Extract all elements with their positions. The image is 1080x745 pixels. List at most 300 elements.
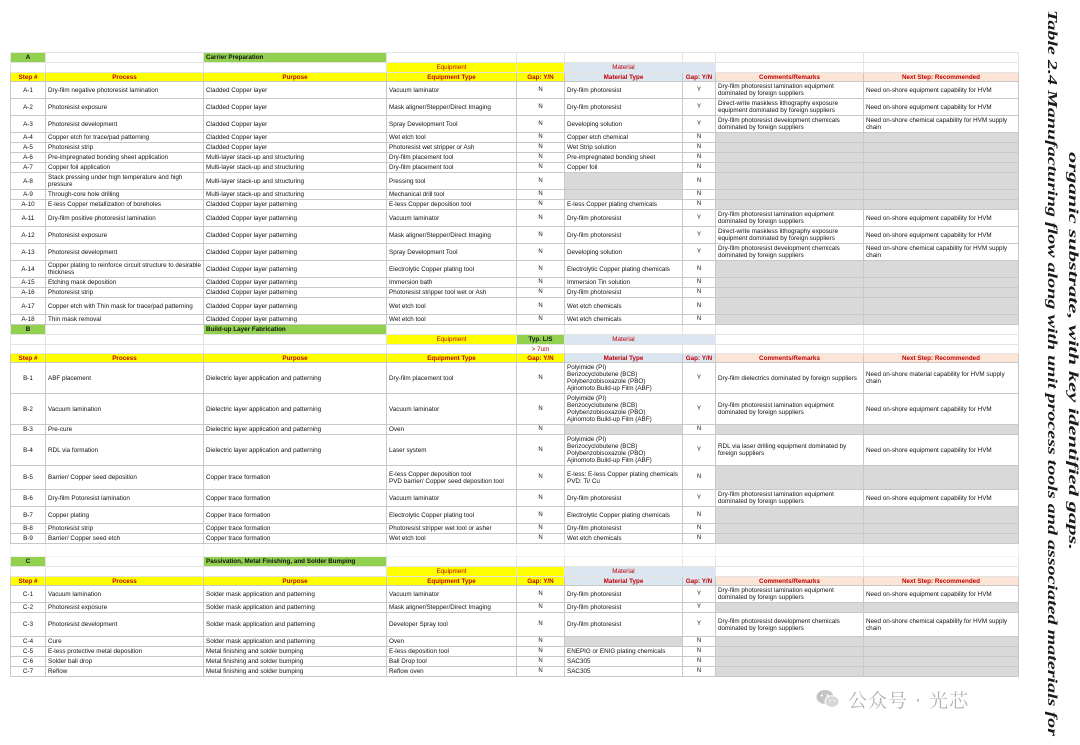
process-cell: Photoresist exposure (46, 227, 204, 244)
equipment-gap-cell: N (517, 657, 565, 667)
comment-cell (716, 507, 864, 524)
equipment-cell: Wet etch tool (387, 315, 517, 325)
next-step-cell (864, 637, 1019, 647)
step-cell: A-8 (11, 173, 46, 190)
material-gap-cell: N (683, 278, 716, 288)
equipment-gap-cell: N (517, 244, 565, 261)
table-row (11, 394, 1019, 425)
purpose-cell: Dielectric layer application and patterning (204, 363, 387, 394)
equipment-gap-cell: N (517, 507, 565, 524)
table-row (11, 298, 1019, 315)
watermark (816, 682, 1026, 716)
purpose-cell: Cladded Copper layer patterning (204, 315, 387, 325)
spacer-cell (864, 335, 1019, 345)
material-gap-cell: N (683, 667, 716, 677)
spacer-cell (204, 567, 387, 577)
material-gap-cell: Y (683, 116, 716, 133)
spacer-cell (387, 544, 517, 557)
equipment-cell: Dry-film placement tool (387, 153, 517, 163)
step-cell: A-13 (11, 244, 46, 261)
equipment-cell: Vacuum laminator (387, 394, 517, 425)
process-cell: Pre-cure (46, 425, 204, 435)
material-cell: Polyimide (PI) Benzocyclobutene (BCB) Polybenzobisoxazole (PBO) Ajinomoto Build-up Film (ABF) (565, 435, 683, 466)
comment-cell (716, 425, 864, 435)
spacer-cell (46, 557, 204, 567)
equipment-cell: Photoresist stripper wet tool or asher (387, 524, 517, 534)
material-gap-cell: N (683, 143, 716, 153)
process-cell: Cure (46, 637, 204, 647)
next-step-cell: Need on-shore chemical capability for HVM supply chain (864, 116, 1019, 133)
next-step-cell: Need on-shore equipment capability for HVM (864, 99, 1019, 116)
material-cell: E-less Copper plating chemicals (565, 200, 683, 210)
spacer-cell (565, 544, 683, 557)
process-cell: E-less protective metal deposition (46, 647, 204, 657)
column-header-purpose: Purpose (204, 354, 387, 363)
comment-cell: Dry-film photoresist development chemicals dominated by foreign suppliers (716, 116, 864, 133)
equipment-gap-cell: N (517, 586, 565, 603)
next-step-cell (864, 603, 1019, 613)
process-cell: Photoresist strip (46, 143, 204, 153)
material-cell: Wet etch chemicals (565, 315, 683, 325)
material-group-header: Material (565, 335, 683, 345)
equipment-cell: E-less deposition tool (387, 647, 517, 657)
process-cell: Thin mask removal (46, 315, 204, 325)
equipment-gap-cell: N (517, 200, 565, 210)
step-cell: B-7 (11, 507, 46, 524)
equipment-cell: E-less Copper deposition tool (387, 200, 517, 210)
equipment-cell: Mechanical drill tool (387, 190, 517, 200)
next-step-cell: Need on-shore equipment capability for HVM (864, 82, 1019, 99)
step-cell: A-3 (11, 116, 46, 133)
comment-cell: Dry-film photoresist lamination equipment dominated by foreign suppliers (716, 586, 864, 603)
purpose-cell: Cladded Copper layer patterning (204, 298, 387, 315)
spacer-cell (46, 63, 204, 73)
purpose-cell: Cladded Copper layer patterning (204, 210, 387, 227)
column-header-purpose: Purpose (204, 577, 387, 586)
material-gap-cell: N (683, 173, 716, 190)
equipment-gap-cell: N (517, 647, 565, 657)
spacer-cell (46, 544, 204, 557)
equipment-cell: Mask aligner/Stepper/Direct Imaging (387, 227, 517, 244)
comment-cell: RDL via laser drilling equipment dominated by foreign suppliers (716, 435, 864, 466)
material-gap-cell: Y (683, 82, 716, 99)
spacer-cell (864, 53, 1019, 63)
purpose-cell: Cladded Copper layer patterning (204, 244, 387, 261)
equipment-cell: Photoresist wet stripper or Ash (387, 143, 517, 153)
spacer-cell (864, 544, 1019, 557)
process-cell: Stack pressing under high temperature and high pressure (46, 173, 204, 190)
process-cell: Barrier/ Copper seed etch (46, 534, 204, 544)
material-gap-cell: N (683, 425, 716, 435)
material-gap-cell: N (683, 647, 716, 657)
next-step-cell (864, 173, 1019, 190)
purpose-cell: Copper trace formation (204, 507, 387, 524)
material-gap-cell: N (683, 200, 716, 210)
step-cell: A-15 (11, 278, 46, 288)
purpose-cell: Cladded Copper layer patterning (204, 200, 387, 210)
section-spacer-row (11, 544, 1019, 557)
material-cell: Dry-film photoresist (565, 288, 683, 298)
purpose-cell: Solder mask application and patterning (204, 603, 387, 613)
column-header-next-step: Next Step: Recommended (864, 73, 1019, 82)
next-step-cell (864, 200, 1019, 210)
step-cell: B-9 (11, 534, 46, 544)
purpose-cell: Cladded Copper layer (204, 99, 387, 116)
process-cell: Photoresist strip (46, 288, 204, 298)
comment-cell (716, 315, 864, 325)
column-header-gap: Gap: Y/N (517, 354, 565, 363)
table-row (11, 490, 1019, 507)
table-row (11, 466, 1019, 490)
equipment-cell: Electrolytic Copper plating tool (387, 261, 517, 278)
column-header-process: Process (46, 73, 204, 82)
table-row (11, 637, 1019, 647)
spacer-cell (683, 53, 716, 63)
table-row (11, 244, 1019, 261)
spacer-cell (864, 557, 1019, 567)
table-row (11, 288, 1019, 298)
step-cell: A-11 (11, 210, 46, 227)
equipment-cell: Pressing tool (387, 173, 517, 190)
spacer-cell (565, 557, 683, 567)
table-row (11, 163, 1019, 173)
next-step-cell: Need on-shore equipment capability for HVM (864, 394, 1019, 425)
purpose-cell: Solder mask application and patterning (204, 586, 387, 603)
next-step-cell (864, 261, 1019, 278)
next-step-cell (864, 190, 1019, 200)
comment-cell (716, 524, 864, 534)
step-cell: A-4 (11, 133, 46, 143)
next-step-cell (864, 163, 1019, 173)
column-header-gap: Gap: Y/N (517, 73, 565, 82)
equipment-gap-cell: N (517, 466, 565, 490)
typical-line-space-value: > 7um (517, 345, 565, 354)
equipment-group-header: Equipment (387, 567, 517, 577)
purpose-cell: Solder mask application and patterning (204, 613, 387, 637)
spacer-cell (565, 53, 683, 63)
material-cell (565, 425, 683, 435)
section-title: Carrier Preparation (204, 53, 387, 63)
material-gap-cell: Y (683, 490, 716, 507)
column-header-step: Step # (11, 577, 46, 586)
process-cell: Copper etch with Thin mask for trace/pad patterning (46, 298, 204, 315)
next-step-cell (864, 466, 1019, 490)
equipment-gap-cell: N (517, 435, 565, 466)
purpose-cell: Multi-layer stack-up and structuring (204, 153, 387, 163)
process-cell: Etching mask deposition (46, 278, 204, 288)
wechat-icon (816, 689, 840, 709)
column-header-process: Process (46, 577, 204, 586)
step-cell: A-7 (11, 163, 46, 173)
step-cell: B-8 (11, 524, 46, 534)
equipment-gap-cell: N (517, 288, 565, 298)
spacer-cell (864, 567, 1019, 577)
purpose-cell: Copper trace formation (204, 466, 387, 490)
material-cell: Dry-film photoresist (565, 586, 683, 603)
comment-cell: Dry-film dielectrics dominated by foreign suppliers (716, 363, 864, 394)
spacer-cell (864, 345, 1019, 354)
equipment-gap-cell: N (517, 394, 565, 425)
comment-cell (716, 466, 864, 490)
process-cell: Copper plating to reinforce circuit structure to desirable thickness (46, 261, 204, 278)
step-cell: A-14 (11, 261, 46, 278)
table-row (11, 99, 1019, 116)
spacer-cell (387, 53, 517, 63)
table-caption (1032, 4, 1078, 740)
material-cell: Wet etch chemicals (565, 534, 683, 544)
step-cell: C-7 (11, 667, 46, 677)
table-row (11, 153, 1019, 163)
equipment-cell: Dry-film placement tool (387, 163, 517, 173)
equipment-cell: Laser system (387, 435, 517, 466)
column-header-material-type: Material Type (565, 73, 683, 82)
material-gap-cell: N (683, 153, 716, 163)
equipment-cell: Vacuum laminator (387, 210, 517, 227)
step-cell: B-3 (11, 425, 46, 435)
equipment-gap-cell: N (517, 153, 565, 163)
material-gap-cell: Y (683, 586, 716, 603)
next-step-cell (864, 143, 1019, 153)
spacer-cell (683, 345, 716, 354)
purpose-cell: Multi-layer stack-up and structuring (204, 163, 387, 173)
equipment-cell: Spray Development Tool (387, 116, 517, 133)
next-step-cell (864, 534, 1019, 544)
material-gap-cell: N (683, 163, 716, 173)
column-header-equipment-type: Equipment Type (387, 354, 517, 363)
purpose-cell: Cladded Copper layer patterning (204, 261, 387, 278)
material-gap-cell: N (683, 133, 716, 143)
equipment-gap-cell: N (517, 227, 565, 244)
process-cell: Photoresist strip (46, 524, 204, 534)
next-step-cell (864, 524, 1019, 534)
comment-cell: Dry-film photoresist lamination equipment dominated by foreign suppliers (716, 394, 864, 425)
group-header-row (11, 335, 1019, 345)
material-cell: Electrolytic Copper plating chemicals (565, 261, 683, 278)
step-cell: A-2 (11, 99, 46, 116)
spacer-cell (565, 325, 683, 335)
spacer-cell (387, 345, 517, 354)
material-cell: Dry-film photoresist (565, 210, 683, 227)
comment-cell (716, 647, 864, 657)
next-step-cell: Need on-shore chemical capability for HVM supply chain (864, 244, 1019, 261)
spacer-cell (46, 335, 204, 345)
purpose-cell: Multi-layer stack-up and structuring (204, 173, 387, 190)
equipment-gap-cell: N (517, 425, 565, 435)
table-row (11, 657, 1019, 667)
material-gap-cell: Y (683, 435, 716, 466)
material-cell: Dry-film photoresist (565, 82, 683, 99)
purpose-cell: Solder mask application and patterning (204, 637, 387, 647)
equipment-gap-cell: N (517, 363, 565, 394)
process-cell: Copper etch for trace/pad patterning (46, 133, 204, 143)
step-cell: B-4 (11, 435, 46, 466)
equipment-gap-cell: N (517, 99, 565, 116)
comment-cell (716, 200, 864, 210)
comment-cell (716, 190, 864, 200)
equipment-cell: E-less Copper deposition tool PVD barrier/ Copper seed deposition tool (387, 466, 517, 490)
next-step-cell (864, 153, 1019, 163)
material-cell: Wet Strip solution (565, 143, 683, 153)
comment-cell: Dry-film photoresist development chemicals dominated by foreign suppliers (716, 613, 864, 637)
equipment-cell: Vacuum laminator (387, 82, 517, 99)
comment-cell: Direct-write maskless lithography exposure equipment dominated by foreign suppliers (716, 99, 864, 116)
column-header-row (11, 354, 1019, 363)
purpose-cell: Copper trace formation (204, 524, 387, 534)
group-header-row (11, 63, 1019, 73)
step-cell: A-16 (11, 288, 46, 298)
spacer-cell (716, 335, 864, 345)
material-cell (565, 190, 683, 200)
next-step-cell: Need on-shore equipment capability for HVM (864, 210, 1019, 227)
comment-cell: Dry-film photoresist lamination equipment dominated by foreign suppliers (716, 210, 864, 227)
material-cell: Copper etch chemical (565, 133, 683, 143)
table-row (11, 278, 1019, 288)
column-header-next-step: Next Step: Recommended (864, 354, 1019, 363)
purpose-cell: Metal finishing and solder bumping (204, 667, 387, 677)
comment-cell (716, 603, 864, 613)
next-step-cell (864, 647, 1019, 657)
table-row (11, 363, 1019, 394)
comment-cell (716, 163, 864, 173)
process-cell: Photoresist development (46, 613, 204, 637)
spacer-cell (864, 63, 1019, 73)
table-row (11, 143, 1019, 153)
note-row (11, 345, 1019, 354)
purpose-cell: Copper trace formation (204, 534, 387, 544)
section-id: B (11, 325, 46, 335)
next-step-cell (864, 657, 1019, 667)
material-cell: Polyimide (PI) Benzocyclobutene (BCB) Polybenzobisoxazole (PBO) Ajinomoto Build-up Film (ABF) (565, 363, 683, 394)
equipment-cell: Immersion bath (387, 278, 517, 288)
step-cell: A-1 (11, 82, 46, 99)
material-cell: Dry-film photoresist (565, 603, 683, 613)
equipment-group-header-cont (517, 567, 565, 577)
table-row (11, 210, 1019, 227)
next-step-cell (864, 425, 1019, 435)
step-cell: A-17 (11, 298, 46, 315)
equipment-cell: Wet etch tool (387, 298, 517, 315)
column-header-gap: Gap: Y/N (517, 577, 565, 586)
material-gap-cell: N (683, 507, 716, 524)
column-header-comments: Comments/Remarks (716, 354, 864, 363)
process-cell: Photoresist exposure (46, 99, 204, 116)
comment-cell (716, 143, 864, 153)
process-cell: Dry-film negative photoresist lamination (46, 82, 204, 99)
column-header-row (11, 577, 1019, 586)
equipment-cell: Spray Development Tool (387, 244, 517, 261)
section-row (11, 557, 1019, 567)
column-header-gap: Gap: Y/N (683, 577, 716, 586)
purpose-cell: Dielectric layer application and patterning (204, 425, 387, 435)
equipment-gap-cell: N (517, 603, 565, 613)
table-row (11, 261, 1019, 278)
section-id: A (11, 53, 46, 63)
equipment-gap-cell: N (517, 190, 565, 200)
equipment-cell: Vacuum laminator (387, 586, 517, 603)
spacer-cell (46, 345, 204, 354)
spacer-cell (716, 345, 864, 354)
process-cell: RDL via formation (46, 435, 204, 466)
material-cell: Pre-impregnated bonding sheet (565, 153, 683, 163)
column-header-next-step: Next Step: Recommended (864, 577, 1019, 586)
next-step-cell: Need on-shore equipment capability for HVM (864, 586, 1019, 603)
comment-cell (716, 657, 864, 667)
table-row (11, 116, 1019, 133)
table-row (11, 647, 1019, 657)
process-cell: Photoresist exposure (46, 603, 204, 613)
material-cell: SAC305 (565, 667, 683, 677)
equipment-gap-cell: N (517, 298, 565, 315)
equipment-gap-cell: N (517, 173, 565, 190)
equipment-cell: Dry-film placement tool (387, 363, 517, 394)
section-id: C (11, 557, 46, 567)
spacer-cell (683, 557, 716, 567)
spacer-cell (204, 335, 387, 345)
comment-cell (716, 153, 864, 163)
comment-cell: Dry-film photoresist lamination equipment dominated by foreign suppliers (716, 490, 864, 507)
process-cell: Photoresist development (46, 116, 204, 133)
equipment-gap-cell: N (517, 490, 565, 507)
spacer-cell (716, 53, 864, 63)
equipment-gap-cell: N (517, 278, 565, 288)
purpose-cell: Cladded Copper layer patterning (204, 227, 387, 244)
equipment-cell: Oven (387, 637, 517, 647)
column-header-row (11, 73, 1019, 82)
material-gap-cell: N (683, 524, 716, 534)
spacer-cell (683, 325, 716, 335)
material-group-header: Material (565, 567, 683, 577)
equipment-gap-cell: N (517, 163, 565, 173)
next-step-cell (864, 133, 1019, 143)
spacer-cell (46, 567, 204, 577)
material-gap-cell: N (683, 315, 716, 325)
material-cell: Developing solution (565, 244, 683, 261)
step-cell: A-10 (11, 200, 46, 210)
next-step-cell: Need on-shore equipment capability for HVM (864, 490, 1019, 507)
table-row (11, 667, 1019, 677)
equipment-gap-cell: N (517, 534, 565, 544)
material-gap-cell: N (683, 298, 716, 315)
process-cell: Vacuum lamination (46, 394, 204, 425)
next-step-cell (864, 298, 1019, 315)
material-cell: Dry-film photoresist (565, 613, 683, 637)
purpose-cell: Cladded Copper layer (204, 116, 387, 133)
material-gap-cell: N (683, 466, 716, 490)
purpose-cell: Dielectric layer application and patterning (204, 435, 387, 466)
material-gap-cell: Y (683, 244, 716, 261)
spacer-cell (46, 325, 204, 335)
material-cell: E-less: E-less Copper plating chemicals PVD: Ti/ Cu (565, 466, 683, 490)
material-cell: Dry-film photoresist (565, 490, 683, 507)
material-cell: Copper foil (565, 163, 683, 173)
spacer-cell (565, 345, 683, 354)
step-cell: C-3 (11, 613, 46, 637)
column-header-material-type: Material Type (565, 354, 683, 363)
equipment-cell: Vacuum laminator (387, 490, 517, 507)
material-cell: Polyimide (PI) Benzocyclobutene (BCB) Polybenzobisoxazole (PBO) Ajinomoto Build-up Film (ABF) (565, 394, 683, 425)
purpose-cell: Cladded Copper layer (204, 143, 387, 153)
step-cell: B-1 (11, 363, 46, 394)
material-gap-cell: Y (683, 227, 716, 244)
spacer-cell (517, 53, 565, 63)
spacer-cell (517, 557, 565, 567)
material-cell: Electrolytic Copper plating chemicals (565, 507, 683, 524)
column-header-comments: Comments/Remarks (716, 577, 864, 586)
step-cell: C-6 (11, 657, 46, 667)
next-step-cell: Need on-shore equipment capability for HVM (864, 227, 1019, 244)
purpose-cell: Copper trace formation (204, 490, 387, 507)
material-gap-cell: Y (683, 394, 716, 425)
